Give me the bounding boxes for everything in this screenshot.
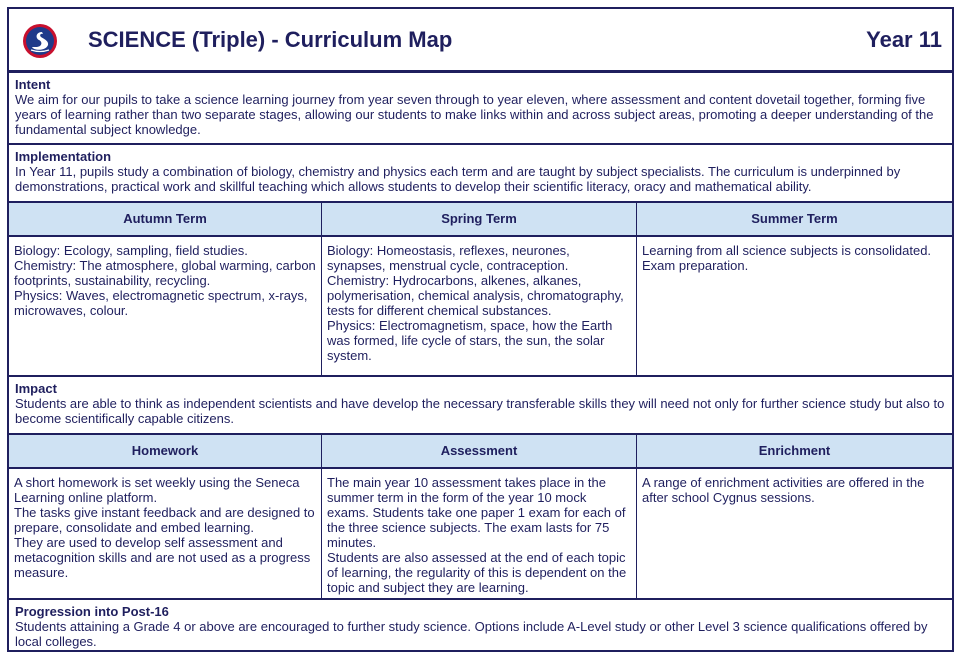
progression-heading: Progression into Post-16 [15,604,169,619]
homework-header: Homework [9,435,322,467]
enrichment-content: A range of enrichment activities are offered in the after school Cygnus sessions. [642,475,925,505]
implementation-heading: Implementation [15,149,112,164]
summer-term-content: Learning from all science subjects is consolidated. Exam preparation. [642,243,932,273]
activities-header-row [9,435,952,469]
implementation-section [9,145,952,203]
terms-content-row [9,237,952,377]
homework-content: A short homework is set weekly using the Seneca Learning online platform. The tasks give instant feedback and are designed to prepare, consolidate and embed learning. They are used to develop self assessment and metacognition skills and are not used as a progress measure. [9,469,322,598]
impact-text: Students are able to think as independent scientists and have develop the necessary transferable skills they will need not only for further science study but also to become scientifically capable citizens. [15,396,945,426]
autumn-term-content: Biology: Ecology, sampling, field studies. Chemistry: The atmosphere, global warming, carbon footprints, sustainability, recycling. Physics: Waves, electromagnetic spectrum, x-rays, microwaves, colour. [9,237,322,375]
page-header [9,9,952,73]
enrichment-header: Enrichment [758,443,831,458]
progression-section [9,600,952,650]
year-label: Year 11 [866,27,942,52]
terms-header-row [9,203,952,237]
assessment-content: The main year 10 assessment takes place in the summer term in the form of the year 10 mock exams. Students take one paper 1 exam for each of the three science subjects. The exam lasts for 75 minutes. Students are also assessed at the end of each topic of learning, the regularity of this is dependent on the topic and subject they are learning. [322,469,637,598]
intent-text: We aim for our pupils to take a science learning journey from year seven through to year eleven, where assessment and content dovetail together, forming five years of learning rather than two separate stages, allowing our students to make links within and across subject areas, promoting a deeper understanding of the fundamental subject knowledge. [15,92,934,137]
impact-heading: Impact [15,381,57,396]
activities-content-row [9,469,952,600]
assessment-header: Assessment [322,435,637,467]
summer-term-header: Summer Term [751,211,838,226]
impact-section [9,377,952,435]
implementation-text: In Year 11, pupils study a combination of biology, chemistry and physics each term and are taught by subject specialists. The curriculum is underpinned by demonstrations, practical work and skillful teaching which allows students to develop their scientific literacy, oracy and mathematical ability. [15,164,901,194]
autumn-term-header: Autumn Term [9,203,322,235]
intent-heading: Intent [15,77,51,92]
swan-logo-icon [22,23,58,59]
spring-term-header: Spring Term [322,203,637,235]
page-title: SCIENCE (Triple) - Curriculum Map [88,27,453,52]
progression-text: Students attaining a Grade 4 or above are encouraged to further study science. Options include A-Level study or other Level 3 science qualifications offered by local colleges. [15,619,928,649]
curriculum-map [7,7,954,652]
spring-term-content: Biology: Homeostasis, reflexes, neurones, synapses, menstrual cycle, contraception. Chemistry: Hydrocarbons, alkenes, alkanes, polymerisation, chemical analysis, chromatography, tests for different chemical substances. Physics: Electromagnetism, space, how the Earth was formed, life cycle of stars, the sun, the solar system. [322,237,637,375]
intent-section [9,73,952,145]
